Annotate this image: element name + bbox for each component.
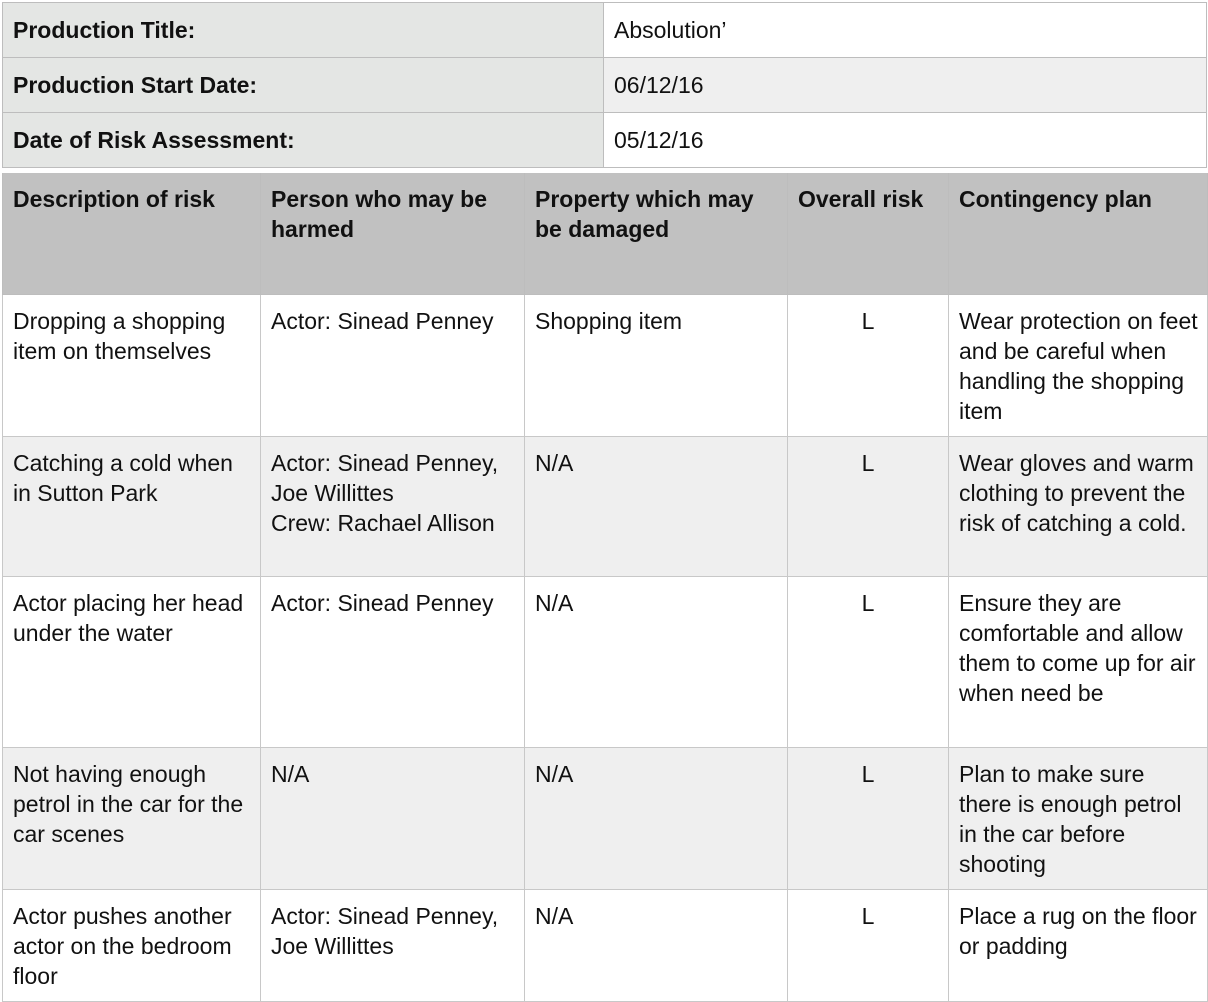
person-harmed: Actor: Sinead Penney (261, 576, 525, 747)
overall-risk: L (788, 889, 949, 1001)
header-overall-risk: Overall risk (788, 172, 949, 294)
production-title-label: Production Title: (3, 3, 604, 58)
header-description: Description of risk (3, 172, 261, 294)
overall-risk: L (788, 436, 949, 576)
property-damaged: Shopping item (525, 294, 788, 436)
risk-assessment-date-value: 05/12/16 (604, 113, 1207, 168)
header-contingency-plan: Contingency plan (949, 172, 1208, 294)
overall-risk: L (788, 576, 949, 747)
risk-assessment-date-label: Date of Risk Assessment: (3, 113, 604, 168)
property-damaged: N/A (525, 436, 788, 576)
production-info-table (2, 2, 1207, 168)
contingency-plan: Ensure they are comfortable and allow them to come up for air when need be (949, 576, 1208, 747)
contingency-plan: Wear gloves and warm clothing to prevent the risk of catching a cold. (949, 436, 1208, 576)
risk-table (2, 171, 1208, 1002)
table-row (3, 294, 1208, 436)
person-harmed: Actor: Sinead Penney (261, 294, 525, 436)
production-title-row (3, 3, 1207, 58)
person-harmed: Actor: Sinead Penney, Joe Willittes Crew: Rachael Allison (261, 436, 525, 576)
production-start-date-label: Production Start Date: (3, 58, 604, 113)
table-row (3, 436, 1208, 576)
production-title-value: Absolution’ (604, 3, 1207, 58)
contingency-plan: Wear protection on feet and be careful when handling the shopping item (949, 294, 1208, 436)
risk-table-header-row (3, 172, 1208, 294)
header-property: Property which may be damaged (525, 172, 788, 294)
property-damaged: N/A (525, 747, 788, 889)
overall-risk: L (788, 294, 949, 436)
table-row (3, 747, 1208, 889)
person-harmed: Actor: Sinead Penney, Joe Willittes (261, 889, 525, 1001)
risk-description: Actor pushes another actor on the bedroom floor (3, 889, 261, 1001)
risk-description: Not having enough petrol in the car for the car scenes (3, 747, 261, 889)
production-start-date-value: 06/12/16 (604, 58, 1207, 113)
property-damaged: N/A (525, 576, 788, 747)
risk-assessment-date-row (3, 113, 1207, 168)
person-harmed: N/A (261, 747, 525, 889)
production-start-date-row (3, 58, 1207, 113)
overall-risk: L (788, 747, 949, 889)
contingency-plan: Plan to make sure there is enough petrol in the car before shooting (949, 747, 1208, 889)
risk-description: Catching a cold when in Sutton Park (3, 436, 261, 576)
header-person: Person who may be harmed (261, 172, 525, 294)
table-row (3, 576, 1208, 747)
risk-description: Dropping a shopping item on themselves (3, 294, 261, 436)
property-damaged: N/A (525, 889, 788, 1001)
risk-description: Actor placing her head under the water (3, 576, 261, 747)
table-row (3, 889, 1208, 1001)
contingency-plan: Place a rug on the floor or padding (949, 889, 1208, 1001)
